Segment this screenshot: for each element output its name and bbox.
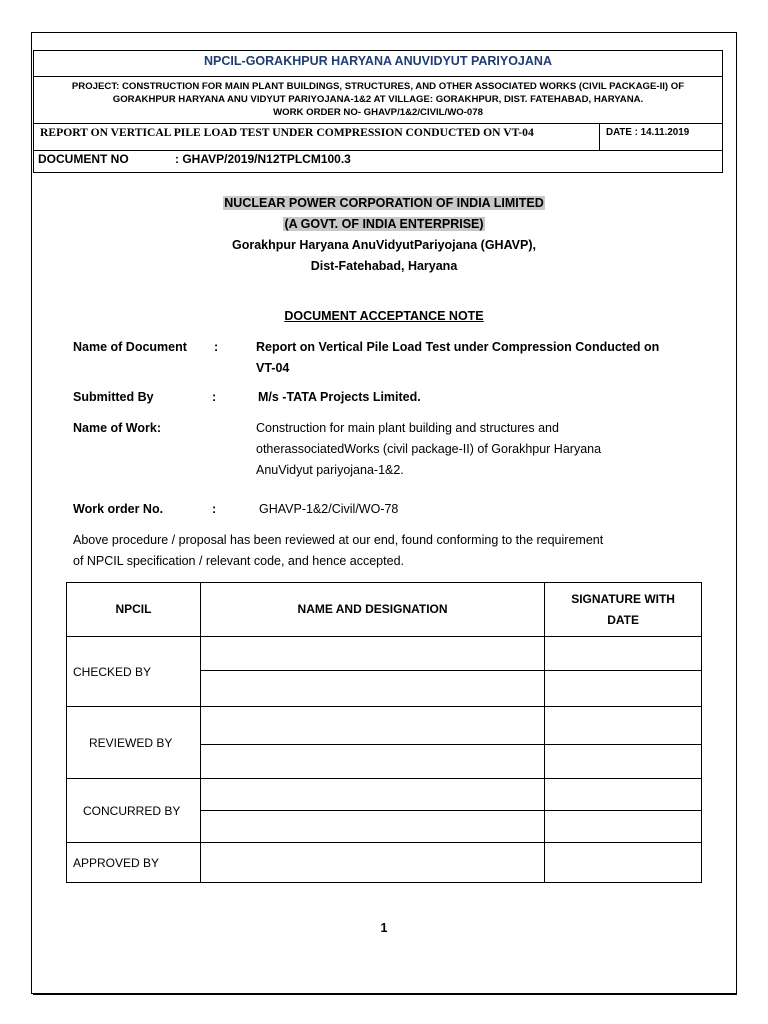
submitted-by-colon: : [212,390,217,404]
concurred-by-signature-cell-1[interactable] [545,779,702,811]
reviewed-by-signature-cell-1[interactable] [545,707,702,745]
submitted-by-label: Submitted By [73,390,154,404]
corporation-name-line [0,196,768,210]
concurred-by-name-cell-2[interactable] [200,811,544,843]
work-order-value: GHAVP-1&2/Civil/WO-78 [259,502,399,516]
name-of-document-line-1: Report on Vertical Pile Load Test under Compression Conducted on [256,340,660,354]
table-row [67,637,702,671]
checked-by-name-cell-2[interactable] [200,671,544,707]
acceptance-heading: DOCUMENT ACCEPTANCE NOTE [284,309,484,323]
work-order-label: Work order No. [73,502,164,516]
header-npcil: NPCIL [67,583,201,637]
project-line-2: GORAKHPUR HARYANA ANU VIDYUT PARIYOJANA-1&2 AT VILLAGE: GORAKHPUR, DIST. FATEHABAD, HARYANA. [112,94,644,105]
checked-by-name-cell-1[interactable] [200,637,544,671]
project-line-1: PROJECT: CONSTRUCTION FOR MAIN PLANT BUILDINGS, STRUCTURES, AND OTHER ASSOCIATED WORKS (CIVIL PACKAGE-II) OF [71,81,685,92]
table-row [67,707,702,745]
document-number-label: DOCUMENT NO [38,152,129,166]
approved-by-signature-cell[interactable] [545,843,702,883]
corporation-subtitle-line [0,217,768,231]
corporation-name: NUCLEAR POWER CORPORATION OF INDIA LIMITED [224,196,544,210]
checked-by-signature-cell-2[interactable] [545,671,702,707]
name-of-document-line-2: VT-04 [256,361,290,375]
project-description [33,77,723,124]
work-order-colon: : [212,502,217,516]
acceptance-statement [73,530,698,572]
checked-by-signature-cell-1[interactable] [545,637,702,671]
approved-by-name-cell[interactable] [200,843,544,883]
header-signature-line-2: DATE [607,612,639,627]
report-title: REPORT ON VERTICAL PILE LOAD TEST UNDER COMPRESSION CONDUCTED ON VT-04 [34,124,600,150]
approved-by-label: APPROVED BY [67,843,201,883]
header-name-designation: NAME AND DESIGNATION [200,583,544,637]
name-of-work-value [256,418,601,481]
reviewed-by-name-cell-1[interactable] [200,707,544,745]
table-row [67,779,702,811]
header-signature-line-1: SIGNATURE WITH [571,591,675,606]
concurred-by-name-cell-1[interactable] [200,779,544,811]
reviewed-by-label: REVIEWED BY [67,707,201,779]
signature-table [66,582,702,883]
report-date: DATE : 14.11.2019 [606,127,690,138]
name-of-work-line-1: Construction for main plant building and structures and [256,421,559,435]
page-number: 1 [380,921,388,935]
report-title-row [33,124,723,151]
name-of-work-line-2: otherassociatedWorks (civil package-II) of Gorakhpur Haryana [256,442,602,456]
submitted-by-value: M/s -TATA Projects Limited. [258,390,421,404]
acceptance-statement-line-1: Above procedure / proposal has been reviewed at our end, found conforming to the requirement [73,533,604,547]
reviewed-by-signature-cell-2[interactable] [545,745,702,779]
table-row [67,843,702,883]
name-of-document-value [256,337,659,379]
name-of-work-label: Name of Work: [73,421,161,435]
project-line-3: WORK ORDER NO- GHAVP/1&2/CIVIL/WO-078 [273,107,483,118]
acceptance-statement-line-2: of NPCIL specification / relevant code, and hence accepted. [73,554,404,568]
concurred-by-signature-cell-2[interactable] [545,811,702,843]
reviewed-by-name-cell-2[interactable] [200,745,544,779]
name-of-document-label: Name of Document [73,340,187,354]
checked-by-label: CHECKED BY [67,637,201,707]
concurred-by-label: CONCURRED BY [67,779,201,843]
document-number-row [33,151,723,173]
org-title [33,50,723,77]
header-signature-date [545,583,702,637]
org-title-text: NPCIL-GORAKHPUR HARYANA ANUVIDYUT PARIYOJANA [204,54,552,68]
corporation-project: Gorakhpur Haryana AnuVidyutPariyojana (GHAVP), [231,238,536,252]
name-of-work-line-3: AnuVidyut pariyojana-1&2. [256,463,404,477]
corporation-subtitle: (A GOVT. OF INDIA ENTERPRISE) [284,217,484,231]
name-of-document-colon: : [214,340,219,354]
signature-table-header [67,583,702,637]
document-number-value: : GHAVP/2019/N12TPLCM100.3 [175,152,351,166]
corporation-location: Dist-Fatehabad, Haryana [310,259,458,273]
